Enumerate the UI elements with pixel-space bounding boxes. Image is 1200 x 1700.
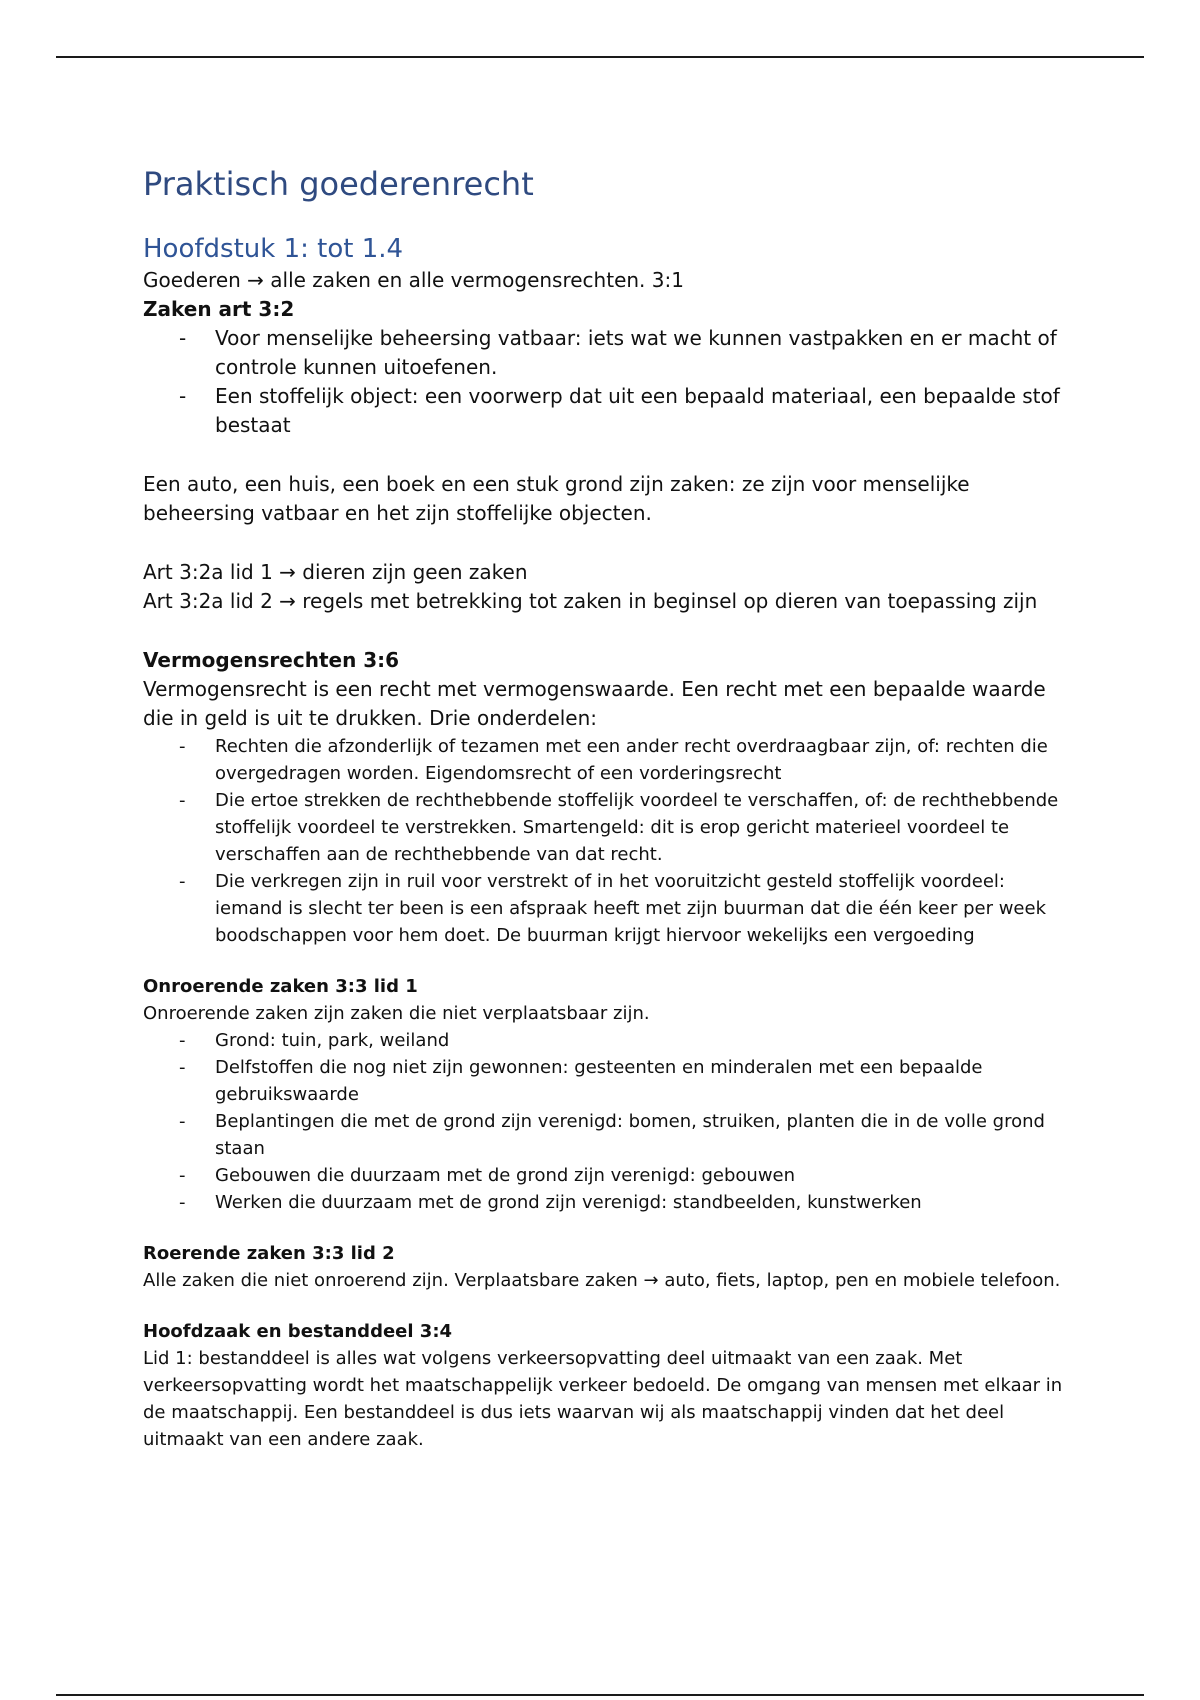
onroerend-heading: Onroerende zaken 3:3 lid 1 xyxy=(143,976,418,997)
list-item: - Delfstoffen die nog niet zijn gewonnen: gesteenten en minderalen met een bepaalde gebruikswaarde xyxy=(143,1054,1063,1108)
footer-rule xyxy=(56,1694,1144,1696)
document-title: Praktisch goederenrecht xyxy=(143,165,534,203)
intro-text: Goederen → alle zaken en alle vermogensrechten. 3:1 xyxy=(143,268,684,292)
list-item: - Beplantingen die met de grond zijn verenigd: bomen, struiken, planten die in de volle grond staan xyxy=(143,1108,1063,1162)
zaken-heading: Zaken art 3:2 xyxy=(143,297,295,321)
header-rule xyxy=(56,56,1144,58)
list-item: - Werken die duurzaam met de grond zijn verenigd: standbeelden, kunstwerken xyxy=(143,1189,1063,1216)
hoofdzaak-text: Lid 1: bestanddeel is alles wat volgens verkeersopvatting deel uitmaakt van een zaak. Met verkeersopvatting wordt het maatschappelijk verkeer bedoeld. De omgang van mensen met elkaar in de maatschappij. Een bestanddeel is dus iets waarvan wij als maatschappij vinden dat het deel uitmaakt van een andere zaak. xyxy=(143,1348,1063,1450)
zaken-list xyxy=(143,324,1063,440)
list-item: - Die ertoe strekken de rechthebbende stoffelijk voordeel te verschaffen, of: de rechthebbende stoffelijk voordeel te verstrekken. Smartengeld: dit is erop gericht materieel voordeel te verschaffen aan de rechthebbende van dat recht. xyxy=(143,787,1063,868)
chapter-heading: Hoofdstuk 1: tot 1.4 xyxy=(143,234,404,264)
vermogensrechten-text: Vermogensrecht is een recht met vermogenswaarde. Een recht met een bepaalde waarde die in geld is uit te drukken. Drie onderdelen: xyxy=(143,677,1046,730)
article-line: Art 3:2a lid 1 → dieren zijn geen zaken xyxy=(143,560,528,584)
list-item: - Een stoffelijk object: een voorwerp dat uit een bepaald materiaal, een bepaalde stof bestaat xyxy=(143,382,1063,440)
list-item: - Die verkregen zijn in ruil voor verstrekt of in het vooruitzicht gesteld stoffelijk voordeel: iemand is slecht ter been is een afspraak heeft met zijn buurman dat die één keer per week boodschappen voor hem doet. De buurman krijgt hiervoor wekelijks een vergoeding xyxy=(143,868,1063,949)
vermogensrechten-heading: Vermogensrechten 3:6 xyxy=(143,648,400,672)
article-line: Art 3:2a lid 2 → regels met betrekking tot zaken in beginsel op dieren van toepassing zijn xyxy=(143,589,1038,613)
onroerend-text: Onroerende zaken zijn zaken die niet verplaatsbaar zijn. xyxy=(143,1003,650,1024)
list-item: - Rechten die afzonderlijk of tezamen met een ander recht overdraagbaar zijn, of: rechten die overgedragen worden. Eigendomsrecht of een vorderingsrecht xyxy=(143,733,1063,787)
list-item: - Grond: tuin, park, weiland xyxy=(143,1027,1063,1054)
list-item: - Voor menselijke beheersing vatbaar: iets wat we kunnen vastpakken en er macht of controle kunnen uitoefenen. xyxy=(143,324,1063,382)
list-item: - Gebouwen die duurzaam met de grond zijn verenigd: gebouwen xyxy=(143,1162,1063,1189)
hoofdzaak-heading: Hoofdzaak en bestanddeel 3:4 xyxy=(143,1321,453,1342)
onroerend-list xyxy=(143,1027,1063,1216)
vermogensrechten-list xyxy=(143,733,1063,949)
document-page xyxy=(143,160,1063,1453)
zaken-example: Een auto, een huis, een boek en een stuk grond zijn zaken: ze zijn voor menselijke beheersing vatbaar en het zijn stoffelijke objecten. xyxy=(143,472,970,525)
roerend-heading: Roerende zaken 3:3 lid 2 xyxy=(143,1243,395,1264)
roerend-text: Alle zaken die niet onroerend zijn. Verplaatsbare zaken → auto, fiets, laptop, pen en mobiele telefoon. xyxy=(143,1270,1061,1291)
